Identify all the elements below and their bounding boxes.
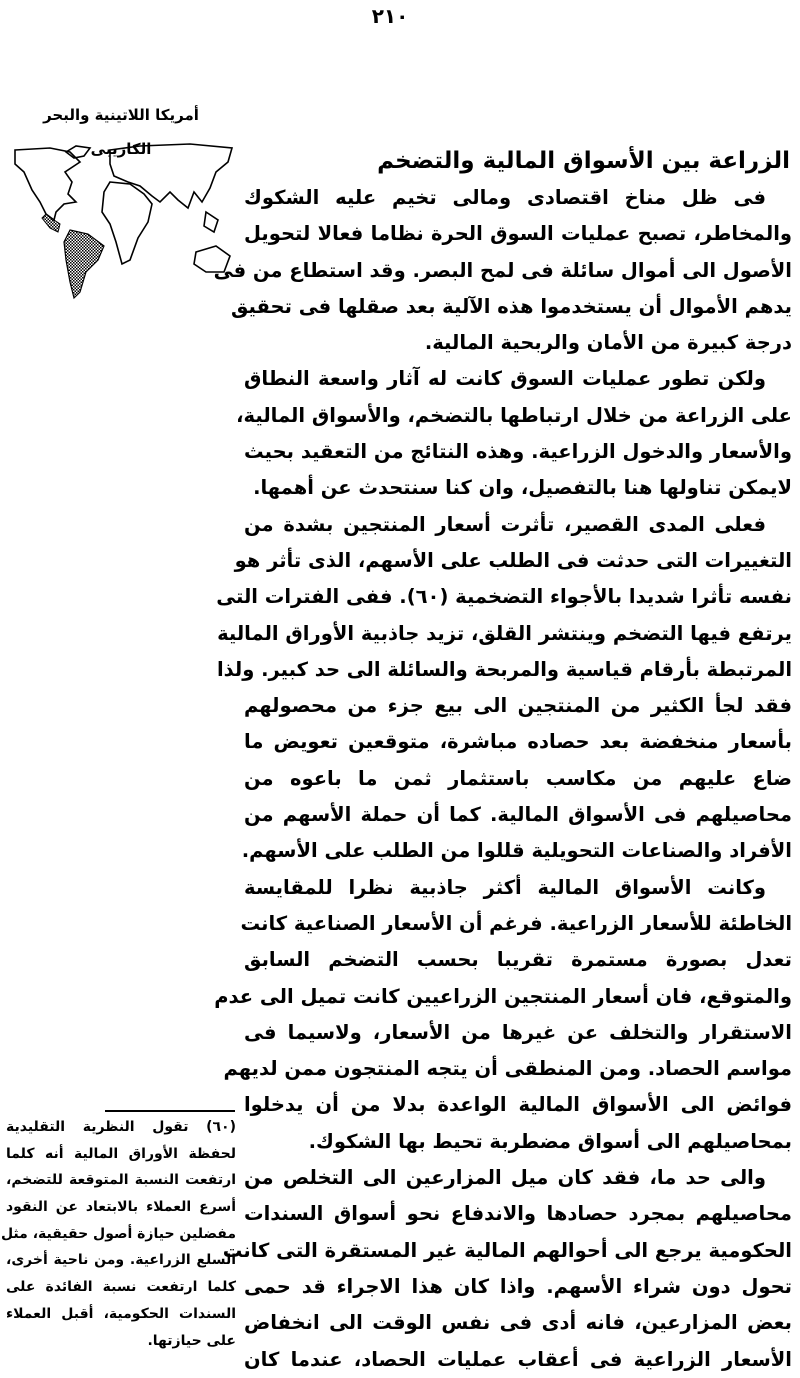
text-line: فى ظل مناخ اقتصادى ومالى تخيم عليه الشكوك — [244, 186, 766, 209]
text-line: المرتبطة بأرقام قياسية والمربحة والسائلة الى حد كبير. ولذا — [216, 657, 792, 681]
text-line: محاصيلهم بمجرد حصادها والاندفاع نحو أسواق السندات — [244, 1202, 792, 1226]
footnote-line: أسرع العملاء بالابتعاد عن النقود — [6, 1199, 236, 1216]
paragraph — [222, 1160, 792, 1378]
text-line: فعلى المدى القصير، تأثرت أسعار المنتجين بشدة من — [244, 512, 766, 536]
text-line: الأفراد والصناعات التحويلية قللوا من الطلب على الأسهم. — [241, 839, 792, 863]
section-title: الزراعة بين الأسواق المالية والتضخم — [377, 148, 790, 174]
map-caption-line: أمريكا اللاتينية والبحر — [43, 106, 199, 124]
world-map-icon — [10, 142, 236, 302]
paragraphs — [213, 180, 792, 1378]
text-line: درجة كبيرة من الأمان والربحية المالية. — [424, 331, 792, 355]
text-line: مواسم الحصاد. ومن المنطقى أن يتجه المنتجون ممن لديهم — [223, 1057, 792, 1081]
map-caption-line: الكاريبى — [90, 140, 152, 158]
text-line: الأسعار الزراعية فى أعقاب عمليات الحصاد، عندما كان — [244, 1347, 792, 1371]
text-line: والأسعار والدخول الزراعية. وهذه النتائج من التعقيد بحيث — [244, 440, 792, 464]
text-line: الخاطئة للأسعار الزراعية. فرغم أن الأسعار الصناعية كانت — [240, 911, 792, 935]
text-line: الاستقرار والتخلف عن غيرها من الأسعار، ولاسيما فى — [244, 1020, 792, 1044]
text-line: محاصيلهم فى الأسواق المالية. كما أن حملة الأسهم من — [244, 803, 792, 827]
footnote-line: السندات الحكومية، أقبل العملاء — [6, 1305, 236, 1322]
text-line: تحول دون شراء الأسهم. واذا كان هذا الاجراء قد حمى — [244, 1274, 792, 1298]
text-line: يرتفع فيها التضخم وينتشر القلق، تزيد جاذبية الأوراق المالية — [217, 621, 792, 645]
footnote-divider — [105, 1110, 235, 1112]
paragraph — [214, 870, 792, 1160]
footnote-line: مفضلين حيازة أصول حقيقية، مثل — [0, 1225, 236, 1242]
text-line: بعض المزارعين، فانه أدى فى نفس الوقت الى انخفاض — [244, 1311, 792, 1335]
text-line: والمخاطر، تصبح عمليات السوق الحرة نظاما فعالا لتحويل — [244, 222, 792, 246]
page-number: ٢١٠ — [371, 4, 409, 28]
text-line: بمحاصيلهم الى أسواق مضطربة تحيط بها الشكوك. — [308, 1129, 792, 1153]
text-line: الحكومية يرجع الى أحوالهم المالية غير المستقرة التى كانت — [222, 1238, 792, 1262]
text-line: الأصول الى أموال سائلة فى لمح البصر. وقد استطاع من فى — [213, 258, 792, 282]
text-line: فوائض الى الأسواق المالية الواعدة بدلا من أن يدخلوا — [244, 1093, 792, 1117]
text-line: ضاع عليهم من مكاسب باستثمار ثمن ما باعوه من — [244, 766, 792, 790]
paragraph — [236, 361, 792, 506]
footnote — [0, 1114, 236, 1354]
text-line: يدهم الأموال أن يستخدموا هذه الآلية بعد صقلها فى تحقيق — [230, 294, 792, 318]
text-line: بأسعار منخفضة بعد حصاده مباشرة، متوقعين تعويض ما — [244, 730, 792, 754]
footnote-line: على حيازتها. — [147, 1332, 236, 1349]
text-line: وكانت الأسواق المالية أكثر جاذبية نظرا للمقايسة — [244, 875, 766, 899]
text-line: ولكن تطور عمليات السوق كانت له آثار واسعة النطاق — [244, 367, 766, 391]
footnote-line: لحفظة الأوراق المالية أنه كلما — [6, 1145, 236, 1162]
footnote-line: كلما ارتفعت نسبة الفائدة على — [6, 1279, 236, 1296]
text-line: تعدل بصورة مستمرة تقريبا بحسب التضخم السابق — [244, 948, 792, 972]
paragraph — [213, 180, 792, 361]
text-line: نفسه تأثرا شديدا بالأجواء التضخمية (٦٠). ففى الفترات التى — [216, 585, 792, 609]
paragraph — [216, 507, 792, 870]
text-line: على الزراعة من خلال ارتباطها بالتضخم، والأسواق المالية، — [236, 403, 792, 427]
footnote-line: (٦٠) تقول النظرية التقليدية — [6, 1119, 236, 1135]
text-line: والى حد ما، فقد كان ميل المزارعين الى التخلص من — [244, 1166, 766, 1190]
footnote-line: السلع الزراعية. ومن ناحية أخرى، — [6, 1252, 236, 1269]
text-line: التغييرات التى حدثت فى الطلب على الأسهم، الذى تأثر هو — [234, 548, 792, 572]
text-line: فقد لجأ الكثير من المنتجين الى بيع جزء من محصولهم — [244, 694, 792, 718]
footnote-line: ارتفعت النسبة المتوقعة للتضخم، — [6, 1172, 236, 1189]
text-line: والمتوقع، فان أسعار المنتجين الزراعيين كانت تميل الى عدم — [214, 984, 792, 1008]
article-body — [213, 142, 792, 1378]
text-line: لايمكن تناولها هنا بالتفصيل، وان كنا سنتحدث عن أهمها. — [253, 476, 792, 500]
